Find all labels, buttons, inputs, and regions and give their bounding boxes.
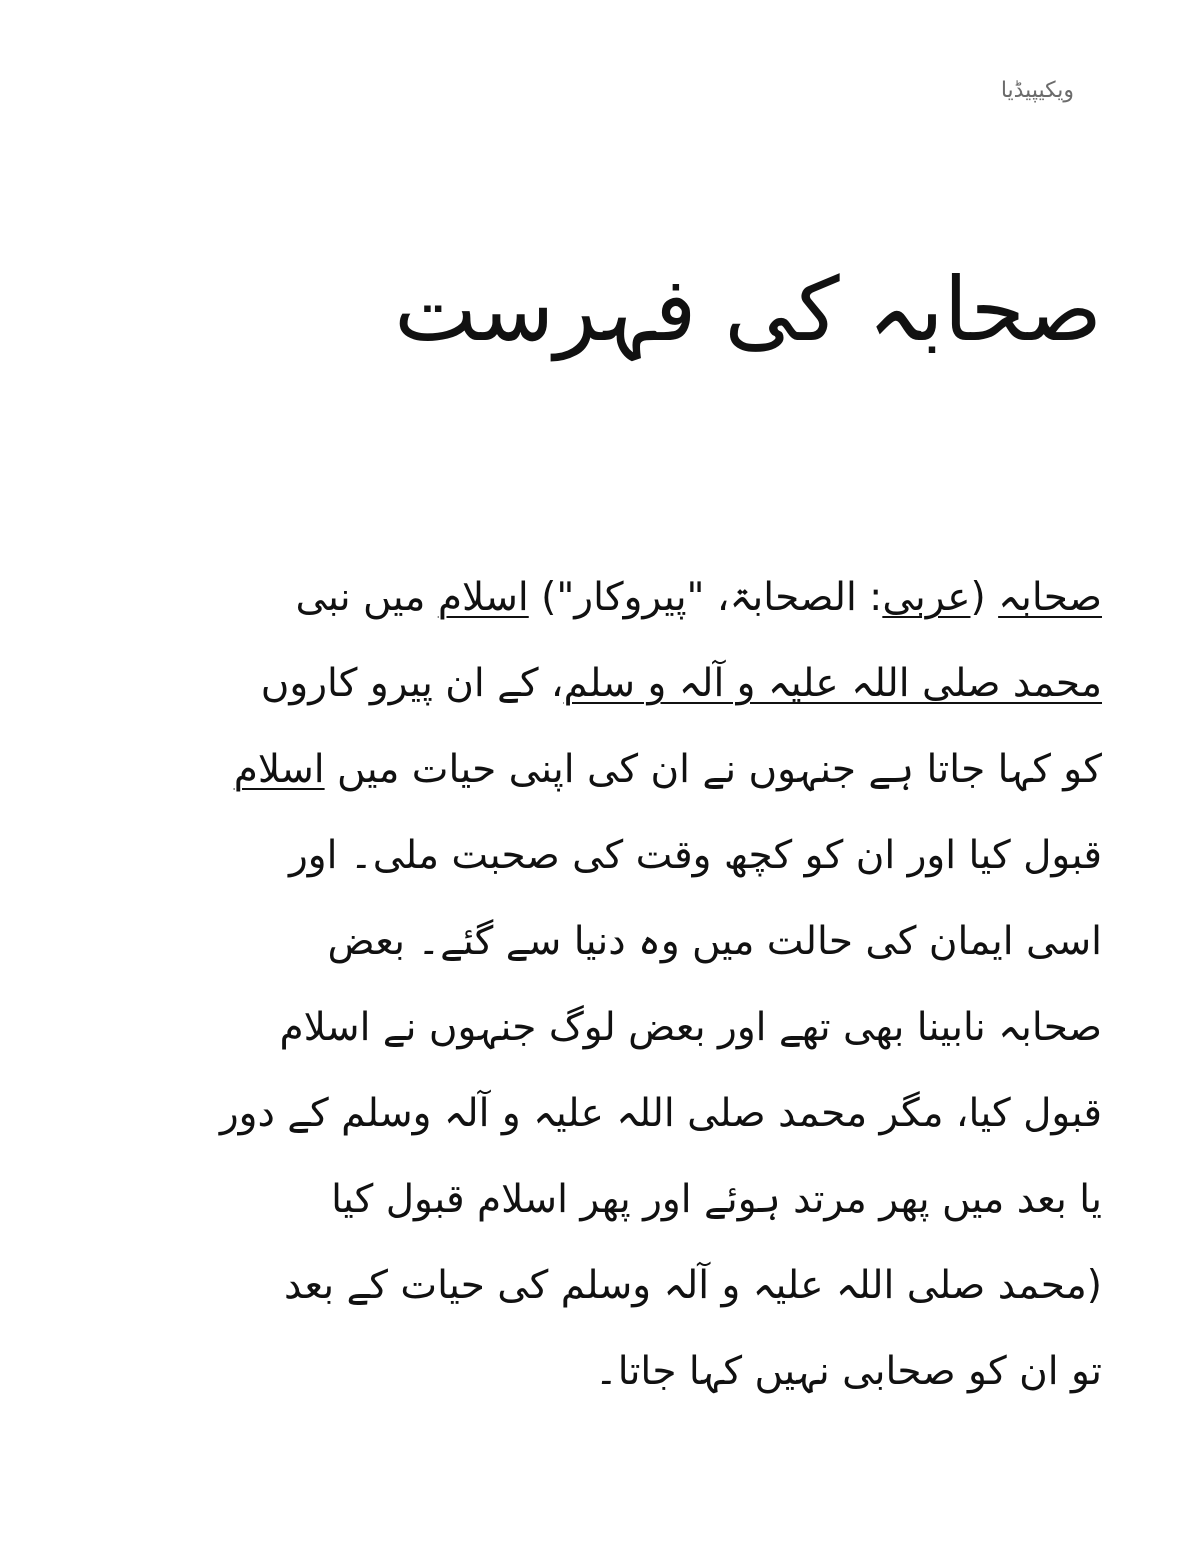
arabic-term-text: : الصحابۃ، "پیروکار") xyxy=(528,575,883,620)
body-line-6: صحابہ نابینا بھی تھے اور بعض لوگ جنہوں نے اسلام xyxy=(279,1005,1102,1050)
link-islam-2[interactable]: اسلام xyxy=(233,747,325,792)
body-line-1-end: میں نبی xyxy=(295,575,438,620)
body-line-10: تو ان کو صحابی نہیں کہا جاتا۔ xyxy=(594,1349,1102,1394)
body-line-5: اسی ایمان کی حالت میں وہ دنیا سے گئے۔ بعض xyxy=(327,919,1102,964)
paren-open-text: ( xyxy=(970,575,999,620)
body-line-8: یا بعد میں پھر مرتد ہوئے اور پھر اسلام قبول کیا xyxy=(331,1177,1102,1222)
article-body xyxy=(92,555,1102,1415)
page-title: صحابہ کی فہرست xyxy=(394,258,1102,361)
body-line-9: (محمد صلی اللہ علیہ و آلہ وسلم کی حیات کے بعد xyxy=(284,1263,1102,1308)
body-line-4: قبول کیا اور ان کو کچھ وقت کی صحبت ملی۔ اور xyxy=(288,833,1102,878)
body-line-2 xyxy=(92,641,1102,727)
link-muhammad[interactable]: محمد صلی اللہ علیہ و آلہ و سلم xyxy=(563,661,1102,706)
link-arabi[interactable]: عربی xyxy=(882,575,971,620)
body-line-3 xyxy=(92,727,1102,813)
site-name: ویکیپیڈیا xyxy=(1000,78,1074,103)
body-line-2-end: ، کے ان پیرو کاروں xyxy=(260,661,564,706)
body-line-1 xyxy=(92,555,1102,641)
body-line-7: قبول کیا، مگر محمد صلی اللہ علیہ و آلہ وسلم کے دور xyxy=(219,1091,1102,1136)
link-sahaba[interactable]: صحابہ xyxy=(998,575,1102,620)
link-islam[interactable]: اسلام xyxy=(437,575,529,620)
body-line-3-start: کو کہا جاتا ہے جنہوں نے ان کی اپنی حیات میں xyxy=(324,747,1102,792)
